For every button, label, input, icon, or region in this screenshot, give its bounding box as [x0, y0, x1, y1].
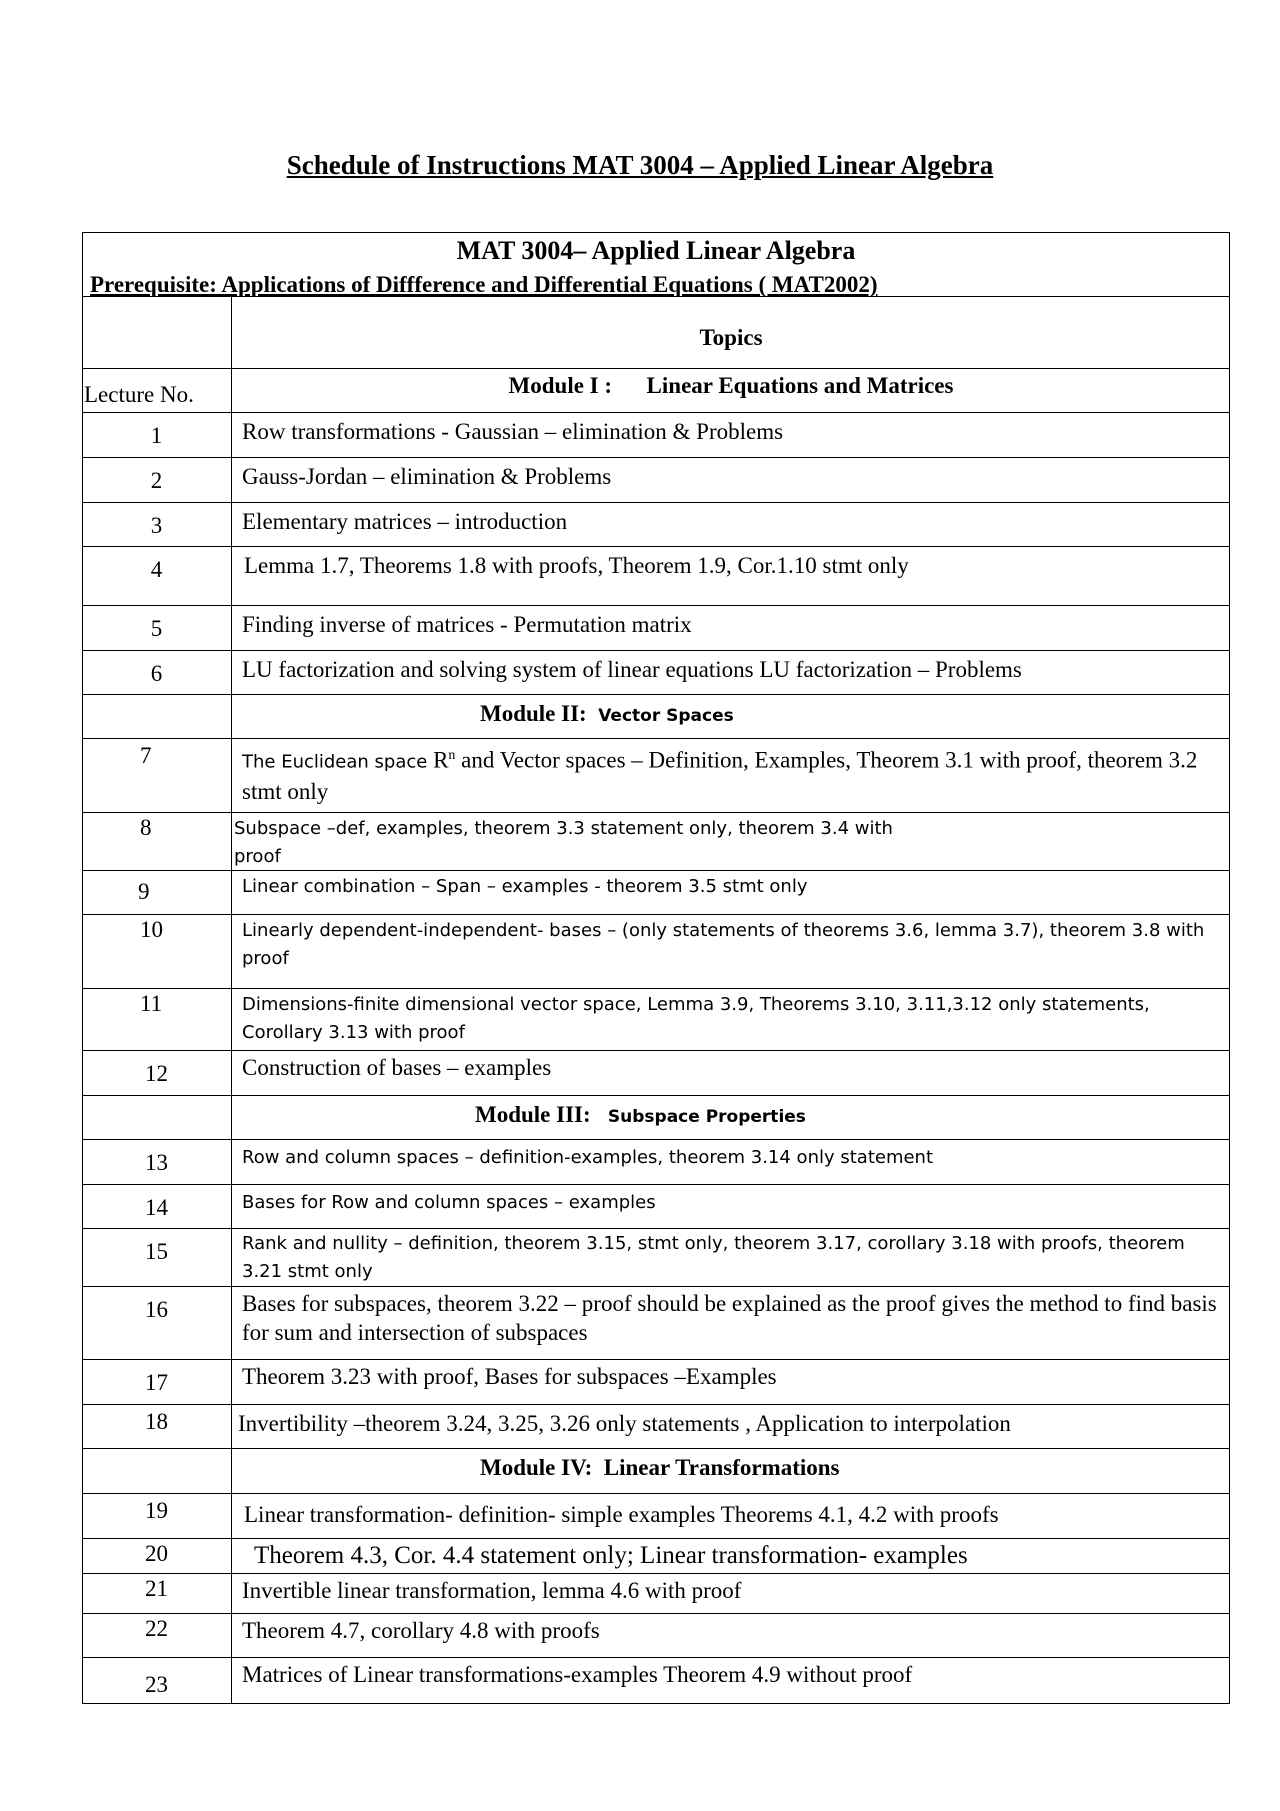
- lecture-number: 23: [82, 1658, 232, 1704]
- lecture-number: 3: [82, 503, 232, 546]
- lecture-topic: LU factorization and solving system of linear equations LU factorization – Problems: [242, 657, 1022, 682]
- lecture-topic: Rank and nullity – definition, theorem 3.15, stmt only, theorem 3.17, corollary 3.18 with proofs, theorem 3.21 stmt only: [242, 1233, 1185, 1282]
- table-row: [82, 605, 1230, 650]
- lecture-number: 1: [82, 413, 232, 457]
- document-title: Schedule of Instructions MAT 3004 – Applied Linear Algebra: [286, 150, 994, 180]
- table-row: [82, 1050, 1230, 1095]
- lecture-topic: Linear transformation- definition- simple examples Theorems 4.1, 4.2 with proofs: [244, 1502, 999, 1527]
- lecture-number: 13: [82, 1140, 232, 1184]
- lecture-number: 9: [82, 871, 232, 914]
- course-title: MAT 3004– Applied Linear Algebra: [456, 236, 856, 265]
- lecture-number: 7: [82, 739, 232, 812]
- lecture-number: 11: [82, 989, 232, 1050]
- lecture-topic: Linearly dependent-independent- bases – (only statements of theorems 3.6, lemma 3.7), theorem 3.8 with proof: [242, 920, 1205, 969]
- lecture-topic: Gauss-Jordan – elimination & Problems: [242, 464, 612, 489]
- table-row: [82, 650, 1230, 694]
- table-row: [82, 1538, 1230, 1573]
- lecture-number: 19: [82, 1494, 232, 1538]
- table-row: [82, 1493, 1230, 1538]
- table-row: [82, 738, 1230, 812]
- table-row: [82, 1657, 1230, 1704]
- module-row-2: [82, 694, 1230, 738]
- lecture-topic: Elementary matrices – introduction: [242, 509, 568, 534]
- table-row: [82, 812, 1230, 870]
- lecture-topic: Construction of bases – examples: [242, 1055, 552, 1080]
- lecture-topic: Dimensions-finite dimensional vector space, Lemma 3.9, Theorems 3.10, 3.11,3.12 only statements, Corollary 3.13 with proof: [242, 994, 1150, 1043]
- lecture-number: 21: [82, 1574, 232, 1613]
- table-row: [82, 1359, 1230, 1404]
- lecture-number: 6: [82, 651, 232, 694]
- module-label: Module III:: [475, 1102, 591, 1127]
- table-row: [82, 914, 1230, 988]
- module-row-3: [82, 1095, 1230, 1139]
- module-title: Linear Transformations: [603, 1455, 840, 1480]
- lecture-number: 4: [82, 547, 232, 605]
- lecture-topic: Row and column spaces – definition-examples, theorem 3.14 only statement: [242, 1147, 934, 1168]
- table-row: [82, 412, 1230, 457]
- prerequisite: Prerequisite: Applications of Diffference and Differential Equations ( MAT2002): [90, 272, 878, 297]
- module-label: Module II:: [480, 701, 587, 726]
- lecture-topic: Subspace –def, examples, theorem 3.3 statement only, theorem 3.4 with proof: [234, 818, 893, 867]
- lecture-number: 16: [82, 1287, 232, 1359]
- lecture-topic: Theorem 4.3, Cor. 4.4 statement only; Linear transformation- examples: [254, 1542, 968, 1569]
- table-row: [82, 1613, 1230, 1657]
- lecture-number: 2: [82, 458, 232, 502]
- table-row: [82, 1286, 1230, 1359]
- lecture-topic: Theorem 3.23 with proof, Bases for subspaces –Examples: [242, 1364, 777, 1389]
- lecture-number: 12: [82, 1051, 232, 1095]
- lecture-topic: The Euclidean space $R^n$ and Vector spaces – Definition, Examples, Theorem 3.1 with proof, theorem 3.2 stmt only: [242, 747, 1198, 804]
- lecture-topic: Bases for subspaces, theorem 3.22 – proof should be explained as the proof gives the method to find basis for sum and intersection of subspaces: [242, 1291, 1217, 1345]
- lecture-topic: Row transformations - Gaussian – elimination & Problems: [242, 419, 784, 444]
- topics-header-row: [82, 296, 1230, 368]
- table-row: [82, 546, 1230, 605]
- lecture-topic: Invertibility –theorem 3.24, 3.25, 3.26 only statements , Application to interpolation: [238, 1411, 1011, 1436]
- module-title: Vector Spaces: [598, 706, 734, 726]
- lecture-number: 22: [82, 1614, 232, 1657]
- lecture-topic: Theorem 4.7, corollary 4.8 with proofs: [242, 1618, 600, 1643]
- module-label: Module I :: [508, 373, 613, 398]
- lecture-topic: Finding inverse of matrices - Permutation matrix: [242, 612, 692, 637]
- module-label: Module IV:: [480, 1455, 593, 1480]
- lecture-topic: Matrices of Linear transformations-examples Theorem 4.9 without proof: [242, 1662, 913, 1687]
- lecture-topic: Invertible linear transformation, lemma 4.6 with proof: [242, 1578, 742, 1603]
- lecture-no-header: Lecture No.: [84, 382, 194, 407]
- lecture-number: 10: [82, 915, 232, 988]
- table-row: [82, 502, 1230, 546]
- table-row: [82, 1228, 1230, 1286]
- table-row: [82, 1184, 1230, 1228]
- table-row: [82, 988, 1230, 1050]
- lecture-number: 18: [82, 1405, 232, 1448]
- lecture-topic: Bases for Row and column spaces – examples: [242, 1192, 656, 1213]
- module-row-1: [82, 368, 1230, 412]
- table-row: [82, 1404, 1230, 1448]
- lecture-number: 17: [82, 1360, 232, 1404]
- lecture-number: 20: [82, 1539, 232, 1573]
- topics-header: Topics: [699, 325, 763, 350]
- lecture-number: 5: [82, 606, 232, 650]
- table-row: [82, 870, 1230, 914]
- lecture-topic: Linear combination – Span – examples - theorem 3.5 stmt only: [242, 876, 808, 897]
- table-row: [82, 1139, 1230, 1184]
- module-title: Subspace Properties: [607, 1107, 806, 1127]
- lecture-topic: Lemma 1.7, Theorems 1.8 with proofs, Theorem 1.9, Cor.1.10 stmt only: [244, 553, 909, 578]
- table-row: [82, 457, 1230, 502]
- module-title: Linear Equations and Matrices: [646, 373, 954, 398]
- lecture-number: 15: [82, 1229, 232, 1286]
- module-row-4: [82, 1448, 1230, 1493]
- lecture-number: 8: [82, 813, 232, 870]
- lecture-number: 14: [82, 1185, 232, 1228]
- table-row: [82, 1573, 1230, 1613]
